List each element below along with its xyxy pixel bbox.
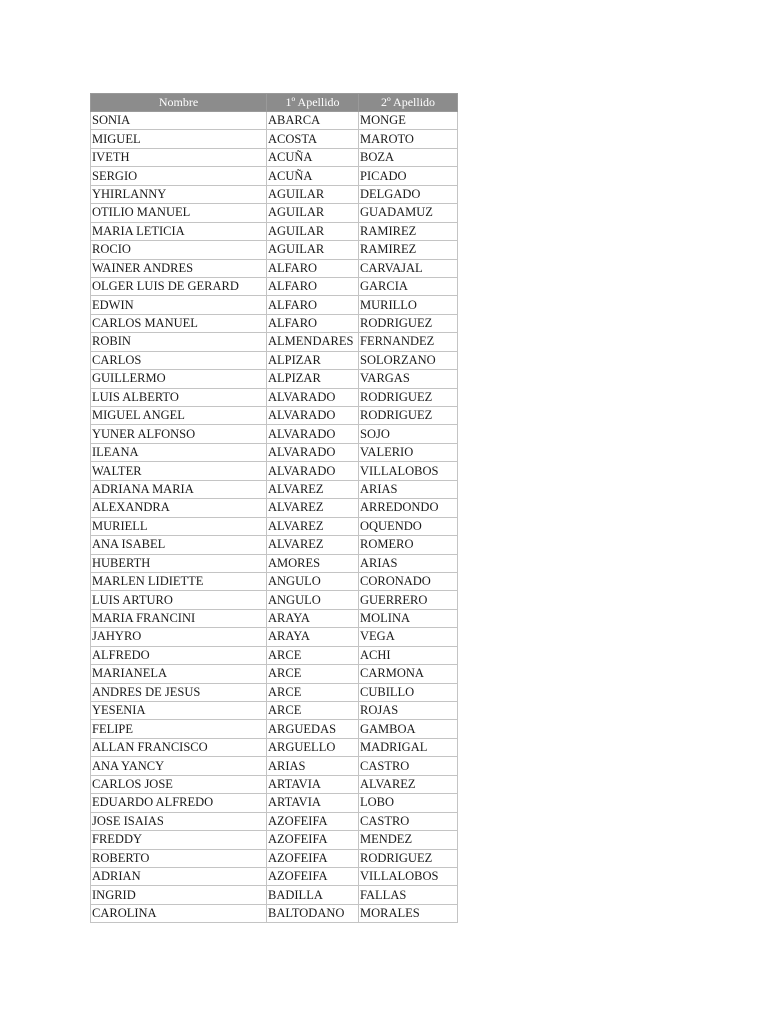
segundo-apellido-cell: RODRIGUEZ — [359, 388, 458, 406]
segundo-apellido-cell: OQUENDO — [359, 517, 458, 535]
segundo-apellido-cell: ARIAS — [359, 554, 458, 572]
segundo-apellido-cell: BOZA — [359, 148, 458, 166]
table-row — [91, 738, 458, 756]
nombre-cell: ALLAN FRANCISCO — [91, 738, 267, 756]
header-segundo-apellido: 2º Apellido — [359, 94, 458, 112]
nombre-cell: YESENIA — [91, 702, 267, 720]
nombre-cell: WALTER — [91, 462, 267, 480]
primer-apellido-cell: AGUILAR — [267, 185, 359, 203]
table-row — [91, 831, 458, 849]
nombre-cell: ROCIO — [91, 241, 267, 259]
nombre-cell: MIGUEL — [91, 130, 267, 148]
primer-apellido-cell: ANGULO — [267, 591, 359, 609]
primer-apellido-cell: ARTAVIA — [267, 775, 359, 793]
primer-apellido-cell: ALFARO — [267, 314, 359, 332]
nombre-cell: WAINER ANDRES — [91, 259, 267, 277]
nombre-cell: CARLOS — [91, 351, 267, 369]
table-row — [91, 462, 458, 480]
nombre-cell: ILEANA — [91, 443, 267, 461]
nombre-cell: SONIA — [91, 112, 267, 130]
table-row — [91, 775, 458, 793]
table-row — [91, 204, 458, 222]
segundo-apellido-cell: ROMERO — [359, 536, 458, 554]
primer-apellido-cell: ALVARADO — [267, 407, 359, 425]
primer-apellido-cell: AGUILAR — [267, 204, 359, 222]
primer-apellido-cell: ALVARADO — [267, 425, 359, 443]
table-row — [91, 130, 458, 148]
table-row — [91, 499, 458, 517]
table-row — [91, 167, 458, 185]
segundo-apellido-cell: VILLALOBOS — [359, 462, 458, 480]
nombre-cell: MIGUEL ANGEL — [91, 407, 267, 425]
segundo-apellido-cell: MORALES — [359, 904, 458, 922]
table-row — [91, 794, 458, 812]
primer-apellido-cell: AZOFEIFA — [267, 812, 359, 830]
table-row — [91, 443, 458, 461]
nombre-cell: CARLOS JOSE — [91, 775, 267, 793]
nombre-cell: MARIA FRANCINI — [91, 609, 267, 627]
segundo-apellido-cell: VARGAS — [359, 370, 458, 388]
nombre-cell: LUIS ARTURO — [91, 591, 267, 609]
primer-apellido-cell: ALVARADO — [267, 443, 359, 461]
primer-apellido-cell: ALFARO — [267, 277, 359, 295]
primer-apellido-cell: ALVAREZ — [267, 499, 359, 517]
table-row — [91, 277, 458, 295]
segundo-apellido-cell: GARCIA — [359, 277, 458, 295]
primer-apellido-cell: BALTODANO — [267, 904, 359, 922]
nombre-cell: SERGIO — [91, 167, 267, 185]
table-row — [91, 185, 458, 203]
primer-apellido-cell: ALVAREZ — [267, 480, 359, 498]
segundo-apellido-cell: DELGADO — [359, 185, 458, 203]
primer-apellido-cell: ALFARO — [267, 296, 359, 314]
segundo-apellido-cell: RODRIGUEZ — [359, 407, 458, 425]
primer-apellido-cell: AGUILAR — [267, 222, 359, 240]
names-table — [90, 93, 458, 923]
nombre-cell: ROBERTO — [91, 849, 267, 867]
nombre-cell: FREDDY — [91, 831, 267, 849]
segundo-apellido-cell: MURILLO — [359, 296, 458, 314]
segundo-apellido-cell: VILLALOBOS — [359, 867, 458, 885]
primer-apellido-cell: ABARCA — [267, 112, 359, 130]
nombre-cell: ROBIN — [91, 333, 267, 351]
segundo-apellido-cell: ACHI — [359, 646, 458, 664]
table-row — [91, 683, 458, 701]
segundo-apellido-cell: RODRIGUEZ — [359, 849, 458, 867]
primer-apellido-cell: ALVAREZ — [267, 536, 359, 554]
segundo-apellido-cell: GUADAMUZ — [359, 204, 458, 222]
nombre-cell: HUBERTH — [91, 554, 267, 572]
segundo-apellido-cell: CARVAJAL — [359, 259, 458, 277]
nombre-cell: ALFREDO — [91, 646, 267, 664]
primer-apellido-cell: AZOFEIFA — [267, 867, 359, 885]
segundo-apellido-cell: CASTRO — [359, 757, 458, 775]
segundo-apellido-cell: CASTRO — [359, 812, 458, 830]
segundo-apellido-cell: MENDEZ — [359, 831, 458, 849]
primer-apellido-cell: ALVAREZ — [267, 517, 359, 535]
nombre-cell: MARIA LETICIA — [91, 222, 267, 240]
table-row — [91, 867, 458, 885]
table-row — [91, 480, 458, 498]
header-primer-apellido: 1º Apellido — [267, 94, 359, 112]
segundo-apellido-cell: SOJO — [359, 425, 458, 443]
nombre-cell: YHIRLANNY — [91, 185, 267, 203]
table-row — [91, 812, 458, 830]
nombre-cell: LUIS ALBERTO — [91, 388, 267, 406]
nombre-cell: MARLEN LIDIETTE — [91, 572, 267, 590]
header-nombre: Nombre — [91, 94, 267, 112]
nombre-cell: INGRID — [91, 886, 267, 904]
primer-apellido-cell: ARTAVIA — [267, 794, 359, 812]
nombre-cell: ANA YANCY — [91, 757, 267, 775]
nombre-cell: OTILIO MANUEL — [91, 204, 267, 222]
nombre-cell: MURIELL — [91, 517, 267, 535]
table-row — [91, 351, 458, 369]
table-row — [91, 407, 458, 425]
segundo-apellido-cell: LOBO — [359, 794, 458, 812]
nombre-cell: JOSE ISAIAS — [91, 812, 267, 830]
primer-apellido-cell: ALVARADO — [267, 388, 359, 406]
table-row — [91, 259, 458, 277]
primer-apellido-cell: ARCE — [267, 665, 359, 683]
primer-apellido-cell: AZOFEIFA — [267, 849, 359, 867]
nombre-cell: CAROLINA — [91, 904, 267, 922]
table-row — [91, 702, 458, 720]
primer-apellido-cell: ARGUELLO — [267, 738, 359, 756]
segundo-apellido-cell: ROJAS — [359, 702, 458, 720]
segundo-apellido-cell: VEGA — [359, 628, 458, 646]
nombre-cell: GUILLERMO — [91, 370, 267, 388]
table-row — [91, 314, 458, 332]
segundo-apellido-cell: RODRIGUEZ — [359, 314, 458, 332]
primer-apellido-cell: ACUÑA — [267, 148, 359, 166]
primer-apellido-cell: ALPIZAR — [267, 370, 359, 388]
nombre-cell: JAHYRO — [91, 628, 267, 646]
nombre-cell: MARIANELA — [91, 665, 267, 683]
primer-apellido-cell: ALVARADO — [267, 462, 359, 480]
segundo-apellido-cell: MOLINA — [359, 609, 458, 627]
nombre-cell: OLGER LUIS DE GERARD — [91, 277, 267, 295]
primer-apellido-cell: ARCE — [267, 646, 359, 664]
primer-apellido-cell: BADILLA — [267, 886, 359, 904]
primer-apellido-cell: ARCE — [267, 702, 359, 720]
nombre-cell: ADRIAN — [91, 867, 267, 885]
table-row — [91, 554, 458, 572]
nombre-cell: EDWIN — [91, 296, 267, 314]
table-row — [91, 572, 458, 590]
table-row — [91, 517, 458, 535]
primer-apellido-cell: ALPIZAR — [267, 351, 359, 369]
table-row — [91, 536, 458, 554]
nombre-cell: CARLOS MANUEL — [91, 314, 267, 332]
table-row — [91, 591, 458, 609]
nombre-cell: ALEXANDRA — [91, 499, 267, 517]
nombre-cell: ANA ISABEL — [91, 536, 267, 554]
segundo-apellido-cell: CUBILLO — [359, 683, 458, 701]
primer-apellido-cell: ARCE — [267, 683, 359, 701]
segundo-apellido-cell: GAMBOA — [359, 720, 458, 738]
table-row — [91, 904, 458, 922]
segundo-apellido-cell: VALERIO — [359, 443, 458, 461]
nombre-cell: ADRIANA MARIA — [91, 480, 267, 498]
primer-apellido-cell: ARGUEDAS — [267, 720, 359, 738]
segundo-apellido-cell: FALLAS — [359, 886, 458, 904]
nombre-cell: IVETH — [91, 148, 267, 166]
table-row — [91, 425, 458, 443]
table-body — [91, 112, 458, 923]
table-row — [91, 370, 458, 388]
segundo-apellido-cell: MADRIGAL — [359, 738, 458, 756]
primer-apellido-cell: ACOSTA — [267, 130, 359, 148]
table-row — [91, 333, 458, 351]
segundo-apellido-cell: CARMONA — [359, 665, 458, 683]
primer-apellido-cell: ALMENDARES — [267, 333, 359, 351]
segundo-apellido-cell: SOLORZANO — [359, 351, 458, 369]
table-row — [91, 222, 458, 240]
table-row — [91, 886, 458, 904]
segundo-apellido-cell: ARIAS — [359, 480, 458, 498]
primer-apellido-cell: ARIAS — [267, 757, 359, 775]
table-row — [91, 112, 458, 130]
table-row — [91, 241, 458, 259]
segundo-apellido-cell: RAMIREZ — [359, 222, 458, 240]
nombre-cell: FELIPE — [91, 720, 267, 738]
segundo-apellido-cell: RAMIREZ — [359, 241, 458, 259]
primer-apellido-cell: AZOFEIFA — [267, 831, 359, 849]
nombre-cell: ANDRES DE JESUS — [91, 683, 267, 701]
segundo-apellido-cell: FERNANDEZ — [359, 333, 458, 351]
table-row — [91, 609, 458, 627]
primer-apellido-cell: ALFARO — [267, 259, 359, 277]
primer-apellido-cell: AMORES — [267, 554, 359, 572]
table-row — [91, 148, 458, 166]
segundo-apellido-cell: MAROTO — [359, 130, 458, 148]
table-row — [91, 646, 458, 664]
segundo-apellido-cell: ARREDONDO — [359, 499, 458, 517]
table-row — [91, 720, 458, 738]
table-row — [91, 388, 458, 406]
table-row — [91, 628, 458, 646]
nombre-cell: EDUARDO ALFREDO — [91, 794, 267, 812]
segundo-apellido-cell: CORONADO — [359, 572, 458, 590]
primer-apellido-cell: AGUILAR — [267, 241, 359, 259]
table-header-row — [91, 94, 458, 112]
primer-apellido-cell: ACUÑA — [267, 167, 359, 185]
nombre-cell: YUNER ALFONSO — [91, 425, 267, 443]
table-row — [91, 757, 458, 775]
primer-apellido-cell: ANGULO — [267, 572, 359, 590]
table-row — [91, 296, 458, 314]
primer-apellido-cell: ARAYA — [267, 609, 359, 627]
segundo-apellido-cell: ALVAREZ — [359, 775, 458, 793]
segundo-apellido-cell: MONGE — [359, 112, 458, 130]
table-row — [91, 665, 458, 683]
primer-apellido-cell: ARAYA — [267, 628, 359, 646]
segundo-apellido-cell: GUERRERO — [359, 591, 458, 609]
segundo-apellido-cell: PICADO — [359, 167, 458, 185]
table-row — [91, 849, 458, 867]
